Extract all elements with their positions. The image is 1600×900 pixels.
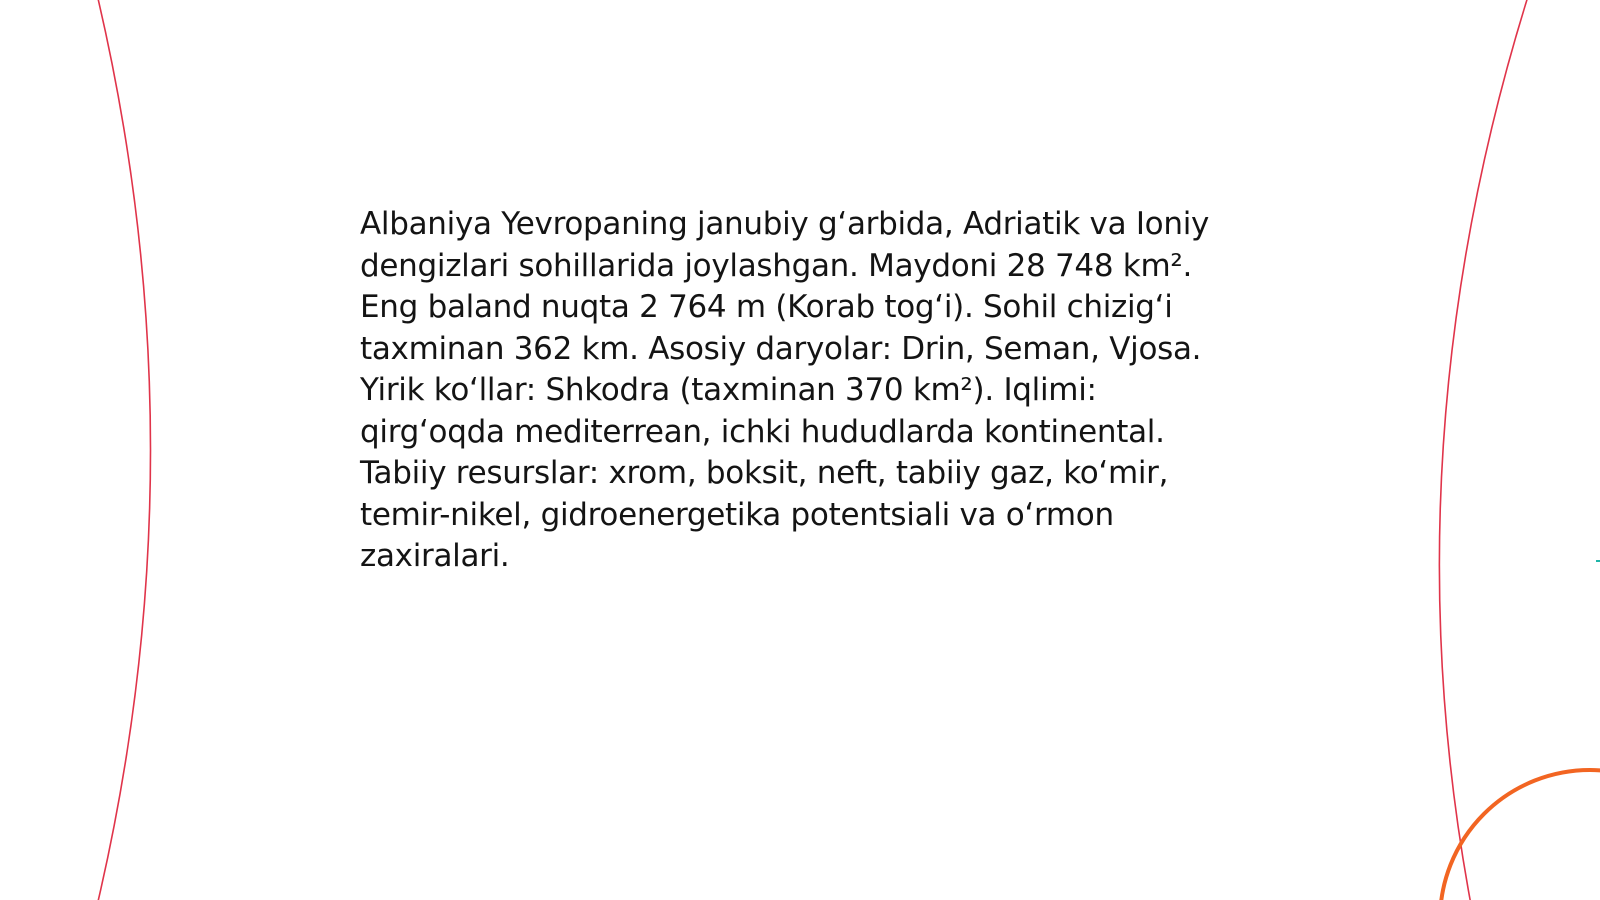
right-curve-line (1439, 0, 1530, 900)
left-curve-line (96, 0, 151, 900)
orange-arc (1440, 770, 1600, 900)
body-text: Albaniya Yevropaning janubiy g‘arbida, Adriatik va Ioniy dengizlari sohillarida joylashgan. Maydoni 28 748 km². Eng baland nuqta 2 764 m (Korab tog‘i). Sohil chizig‘i taxminan 362 km. Asosiy daryolar: Drin, Seman, Vjosa. Yirik ko‘llar: Shkodra (taxminan 370 km²). Iqlimi: qirg‘oqda mediterrean, ichki hududlarda kontinental. Tabiiy resurslar: xrom, boksit, neft, tabiiy gaz, ko‘mir, temir-nikel, gidroenergetika potentsiali va o‘rmon zaxiralari. (360, 206, 1210, 574)
